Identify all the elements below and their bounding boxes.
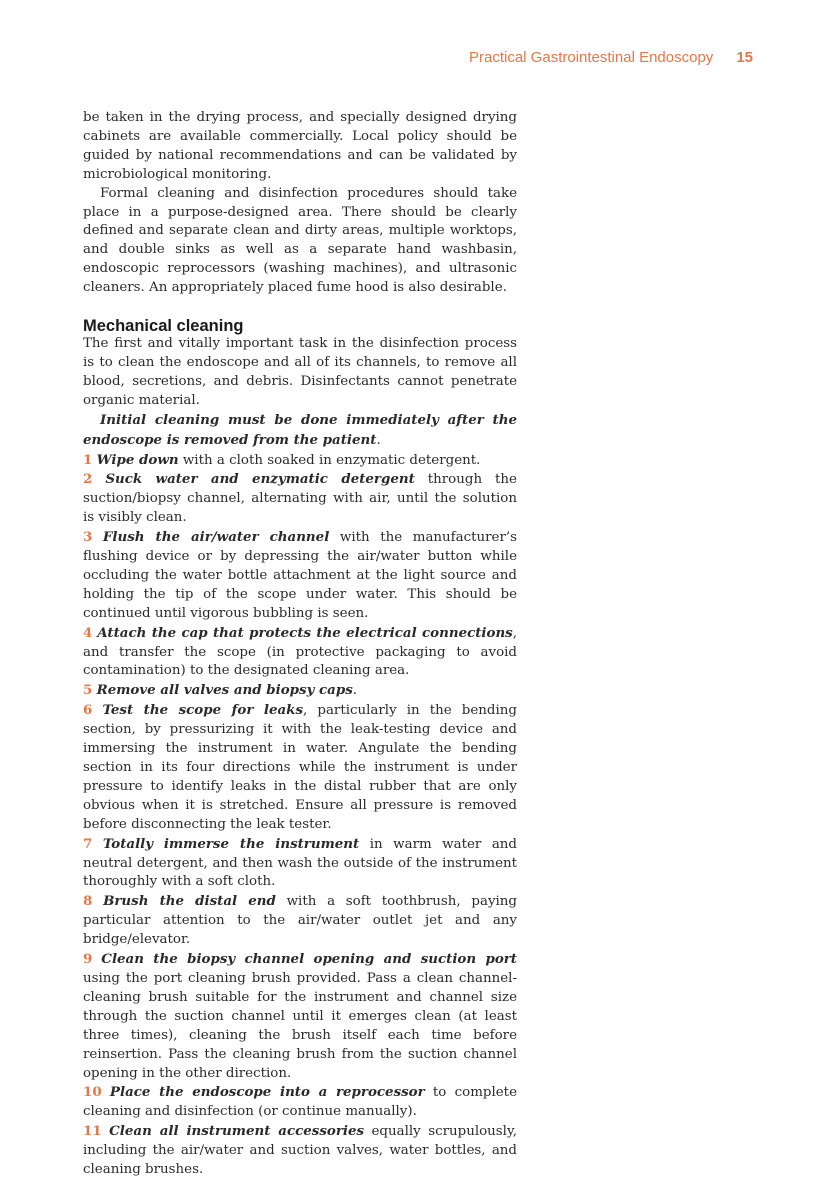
- step-item: [83, 528, 517, 624]
- step-number: 4: [83, 624, 93, 641]
- step-item: [83, 451, 517, 471]
- step-title: Clean all instrument accessories: [109, 1123, 365, 1140]
- step-text: equally scrupulously, including the air/water and suction valves, water bottles, and cleaning brushes.: [83, 1124, 517, 1178]
- step-number: 1: [83, 451, 93, 468]
- step-title: Attach the cap that protects the electrical connections: [97, 624, 513, 641]
- section-heading: Mechanical cleaning: [83, 317, 244, 336]
- step-item: [83, 701, 517, 834]
- step-number: 11: [83, 1123, 102, 1140]
- running-head: [469, 49, 759, 67]
- step-text: .: [352, 683, 358, 699]
- step-title: Test the scope for leaks: [102, 702, 303, 719]
- step-item: [83, 892, 517, 950]
- step-number: 5: [83, 682, 93, 699]
- step-item: [83, 470, 517, 528]
- step-text: with the manufacturer’s flushing device or by depressing the air/water button while occluding the water bottle attachment at the light source and holding the tip of the scope under water. This should be continued until vigorous bubbling is seen.: [83, 530, 517, 621]
- step-title: Wipe down: [96, 451, 179, 468]
- step-number: 7: [83, 835, 93, 852]
- step-item: [83, 1083, 517, 1122]
- step-number: 2: [83, 471, 93, 488]
- lead-in-emphasis: Initial cleaning must be done immediately after the endoscope is removed from the patient: [83, 411, 517, 448]
- step-text: with a cloth soaked in enzymatic detergent.: [178, 452, 481, 468]
- paragraph: be taken in the drying process, and specially designed drying cabinets are available commercially. Local policy should be guided by national recommendations and can be validated by microbiological monitoring.: [83, 110, 517, 182]
- step-item: [83, 950, 517, 1083]
- step-title: Totally immerse the instrument: [102, 835, 360, 852]
- step-text: to complete cleaning and disinfection (or continue manually).: [83, 1085, 517, 1120]
- page-number: 15: [736, 49, 753, 66]
- lead-in-paragraph: [83, 411, 517, 451]
- step-number: 6: [83, 702, 93, 719]
- text-column: [83, 109, 517, 1180]
- step-item: [83, 681, 517, 701]
- step-title: Remove all valves and biopsy caps: [96, 682, 353, 699]
- cleaning-steps-list: [83, 451, 517, 1180]
- step-number: 8: [83, 893, 93, 910]
- step-title: Flush the air/water channel: [102, 529, 330, 546]
- step-text: , particularly in the bending section, by pressurizing it with the leak-testing device and immersing the instrument in water. Angulate the bending section in its four directions while the instrument is under pressure to identify leaks in the distal rubber that are only obvious when it is stretched. Ensure all pressure is removed before disconnecting the leak tester.: [83, 703, 517, 832]
- section-opening-paragraph: The first and vitally important task in the disinfection process is to clean the endoscope and all of its channels, to remove all blood, secretions, and debris. Disinfectants cannot penetrate organic material.: [83, 336, 517, 408]
- running-head-title: Practical Gastrointestinal Endoscopy: [469, 49, 714, 66]
- step-number: 3: [83, 529, 93, 546]
- paragraph: Formal cleaning and disinfection procedures should take place in a purpose-designed area. There should be clearly defined and separate clean and dirty areas, multiple worktops, and double sinks as well as a separate hand washbasin, endoscopic reprocessors (washing machines), and ultrasonic cleaners. An appropriately placed fume hood is also desirable.: [83, 185, 517, 296]
- step-title: Brush the distal end: [103, 893, 276, 910]
- step-item: [83, 624, 517, 682]
- step-title: Clean the biopsy channel opening and suction port: [101, 951, 517, 968]
- step-text: using the port cleaning brush provided. Pass a clean channel-cleaning brush suitable for the instrument and channel size through the suction channel until it emerges clean (at least three times), cleaning the brush itself each time before reinsertion. Pass the cleaning brush from the suction channel opening in the other direction.: [83, 970, 517, 1081]
- step-title: Place the endoscope into a reprocessor: [109, 1084, 425, 1101]
- step-text: through the suction/biopsy channel, alternating with air, until the solution is visibly clean.: [83, 472, 517, 526]
- step-text: in warm water and neutral detergent, and then wash the outside of the instrument thoroughly with a soft cloth.: [83, 836, 518, 890]
- step-item: [83, 1122, 517, 1180]
- step-number: 9: [83, 951, 93, 968]
- lead-in-end: .: [376, 432, 381, 448]
- step-item: [83, 835, 517, 893]
- step-number: 10: [83, 1084, 102, 1101]
- step-text: with a soft toothbrush, paying particular attention to the air/water outlet jet and any bridge/elevator.: [83, 894, 517, 948]
- step-title: Suck water and enzymatic detergent: [105, 471, 415, 488]
- step-text: , and transfer the scope (in protective packaging to avoid contamination) to the designated cleaning area.: [83, 625, 517, 679]
